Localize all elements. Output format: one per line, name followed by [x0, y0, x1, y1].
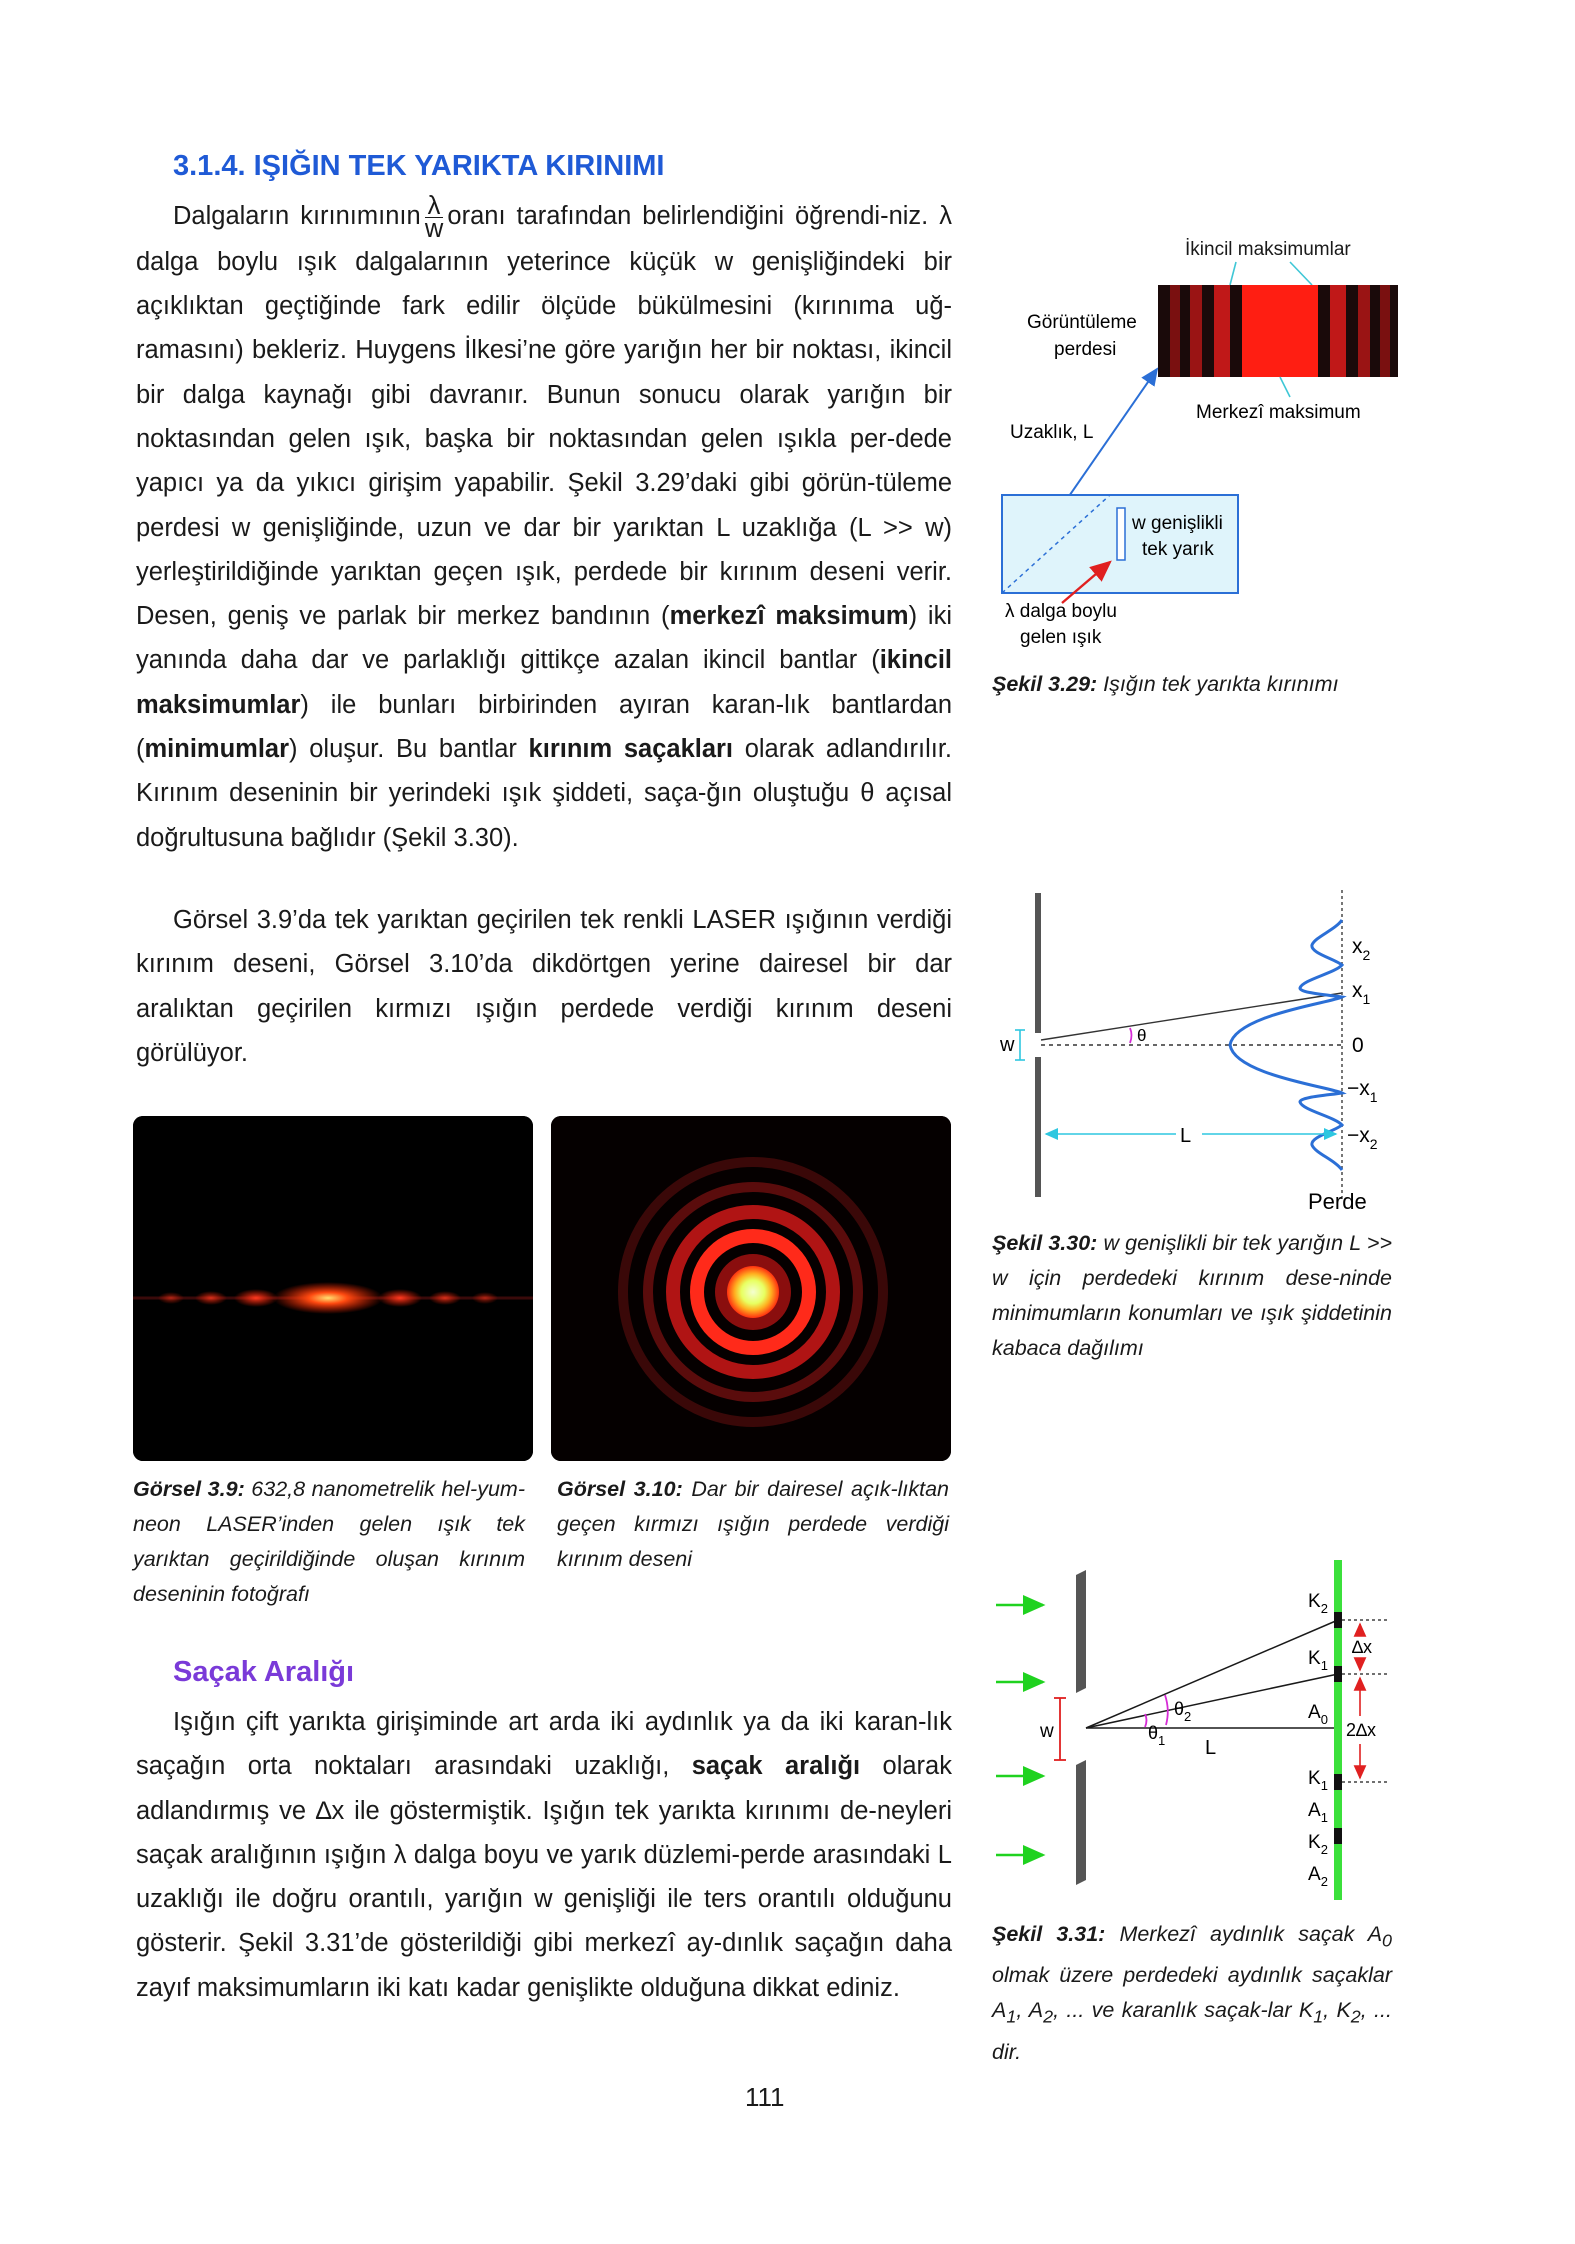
term-diffraction-fringes: kırınım saçakları: [528, 735, 734, 764]
label-a1: $A_1$: [1308, 1800, 1328, 1825]
label-dx: ∆x: [1352, 1637, 1373, 1657]
paragraph-2: Görsel 3.9’da tek yarıktan geçirilen tek renkli LASER ışığının verdiği kırınım deseni, Görsel 3.10’da dikdörtgen yerine dairesel bir dar aralıktan geçirilen kırmızı ışığın perdede verdiği kırınım deseni görülüyor.: [136, 906, 952, 1067]
term-secondary-maxima: ikincil maksimumlar: [136, 646, 952, 719]
label-slit-2: tek yarık: [1142, 539, 1214, 560]
label-theta1: $\theta_1$: [1148, 1723, 1166, 1748]
label-L: L: [1180, 1125, 1192, 1147]
paragraph-1: Dalgaların kırınımının $\frac{\lambda}{w}$ oranı tarafından belirlendiğini öğrendi-niz. λ dalga boylu ışık dalgalarının yeterince küçük w genişliğindeki bir açıklıktan geçtiğinde fark edilir ölçüde bükülmesini (kırınıma uğ-ramasını) bekleriz. Huygens İlkesi’ne göre yarığın her bir noktası, ikincil bir dalga kaynağı gibi davranır. Bunun sonucu olarak yarığın bir noktasından gelen ışık, başka bir noktasından gelen ışıkla per-dede yapıcı ya da yıkıcı girişim yapabilir. Şekil 3.29’daki gibi görün-tüleme perdesi w genişliğinde, uzun ve dar bir yarıktan L uzaklığa (L >> w) yerleştirildiğinde yarıktan geçen ışık, perdede bir kırınım deseni verir. Desen, geniş ve parlak bir merkez bandının (merkezî maksimum) iki yanında daha dar ve parlaklığı gittikçe azalan ikincil bantlar (ikincil maksimumlar) ile bunları birbirinden ayıran karan-lık bantlardan (minimumlar) oluşur. Bu bantlar kırınım saçakları olarak adlandırılır. Kırınım deseninin bir yerindeki ışık şiddeti, saça-ğın oluştuğu θ açısal doğrultusuna bağlıdır (Şekil 3.30).: [136, 191, 952, 852]
label-k1-bottom: $K_1$: [1308, 1768, 1328, 1793]
barrier-bottom: [1076, 1760, 1086, 1885]
label-a2: $A_2$: [1308, 1864, 1328, 1889]
term-fringe-spacing: saçak aralığı: [691, 1752, 861, 1781]
label-incident-light-1: λ dalga boylu: [1005, 601, 1117, 622]
barrier-top: [1035, 893, 1041, 1033]
label-L: L: [1205, 1737, 1217, 1759]
barrier-top: [1076, 1570, 1086, 1693]
label-slit-1: w genişlikli: [1132, 513, 1223, 534]
caption-photo-3-9: Görsel 3.9: 632,8 nanometrelik hel-yum-neon LASER’inden gelen ışık tek yarıktan geçirildiğinde oluşan kırınım deseninin fotoğrafı: [133, 1477, 525, 1606]
label-k2-bottom: $K_2$: [1308, 1832, 1328, 1857]
label-a0: $A_0$: [1308, 1702, 1328, 1727]
intensity-curve: [1230, 920, 1342, 1170]
label-screen: Perde: [1308, 1189, 1367, 1214]
caption-figure-3-31: Şekil 3.31: Merkezî aydınlık saçak $A_0$ olmak üzere perdedeki aydınlık saçaklar $A_1$, $A_2$, ... ve karanlık saçak-lar $K_1$, $K_2$, ... dir.: [992, 1922, 1392, 2064]
barrier-bottom: [1035, 1057, 1041, 1197]
fringe-screen: [1158, 285, 1398, 377]
figure-3-29: [990, 225, 1410, 725]
label-k2-top: $K_2$: [1308, 1591, 1328, 1616]
lambda-over-w-fraction: $\frac{\lambda}{w}$: [424, 191, 444, 243]
caption-photo-3-10: Görsel 3.10: Dar bir dairesel açık-lıktan geçen kırmızı ışığın perdede verdiği kırınım deseni: [557, 1477, 949, 1571]
label-x2: $x_2$: [1352, 935, 1371, 963]
label-theta2: $\theta_2$: [1174, 1699, 1192, 1724]
subsection-title: Saçak Aralığı: [173, 1656, 355, 1688]
term-central-maximum: merkezî maksimum: [669, 602, 909, 631]
slit-icon: [1117, 508, 1125, 560]
label-w: w: [1000, 1034, 1015, 1056]
term-minima: minimumlar: [144, 735, 290, 764]
label-minus-x1: $-x_1$: [1347, 1077, 1378, 1105]
label-k1-top: $K_1$: [1308, 1648, 1328, 1673]
photo-single-slit-pattern: [133, 1116, 533, 1461]
label-w: w: [1040, 1721, 1054, 1742]
caption-figure-3-29: Şekil 3.29: Işığın tek yarıkta kırınımı: [992, 672, 1339, 696]
fringe-strip: [1334, 1560, 1342, 1900]
label-x1: $x_1$: [1352, 979, 1371, 1007]
caption-figure-3-30: Şekil 3.30: w genişlikli bir tek yarığın L >> w için perdedeki kırınım dese-ninde minimumların konumları ve ışık şiddetinin kabaca dağılımı: [992, 1231, 1393, 1360]
photo-circular-aperture-pattern: [551, 1116, 951, 1461]
label-zero: 0: [1352, 1034, 1364, 1057]
figure-3-30: [990, 885, 1410, 1230]
label-minus-x2: $-x_2$: [1347, 1124, 1378, 1152]
label-theta: θ: [1137, 1026, 1147, 1045]
label-viewing-screen-1: Görüntüleme: [1027, 312, 1137, 333]
label-distance: Uzaklık, L: [1010, 422, 1094, 443]
label-2dx: 2∆x: [1346, 1720, 1377, 1740]
figure-3-31: [990, 1550, 1410, 1920]
label-secondary-maxima: İkincil maksimumlar: [1185, 239, 1351, 260]
label-incident-light-2: gelen ışık: [1020, 627, 1102, 648]
label-central-maximum: Merkezî maksimum: [1196, 402, 1361, 423]
page-number: 111: [745, 2082, 785, 2112]
label-viewing-screen-2: perdesi: [1054, 339, 1117, 360]
paragraph-3: Işığın çift yarıkta girişiminde art arda iki aydınlık ya da iki karan-lık saçağın orta noktaları arasındaki uzaklığı, saçak aralığı olarak adlandırmış ve ∆x ile göstermiştik. Işığın tek yarıkta kırınımı de-neyleri saçak aralığının ışığın λ dalga boyu ve yarık düzlemi-perde arasındaki L uzaklığı ile doğru orantılı, yarığın w genişliği ile ters orantılı olduğunu gösterir. Şekil 3.31’de gösterildiği gibi merkezî ay-dınlık saçağın daha zayıf maksimumların iki katı kadar genişlikte olduğuna dikkat ediniz.: [136, 1708, 952, 2002]
section-title: 3.1.4. IŞIĞIN TEK YARIKTA KIRINIMI: [173, 150, 665, 182]
para1-lead: Dalgaların kırınımının: [173, 202, 421, 230]
